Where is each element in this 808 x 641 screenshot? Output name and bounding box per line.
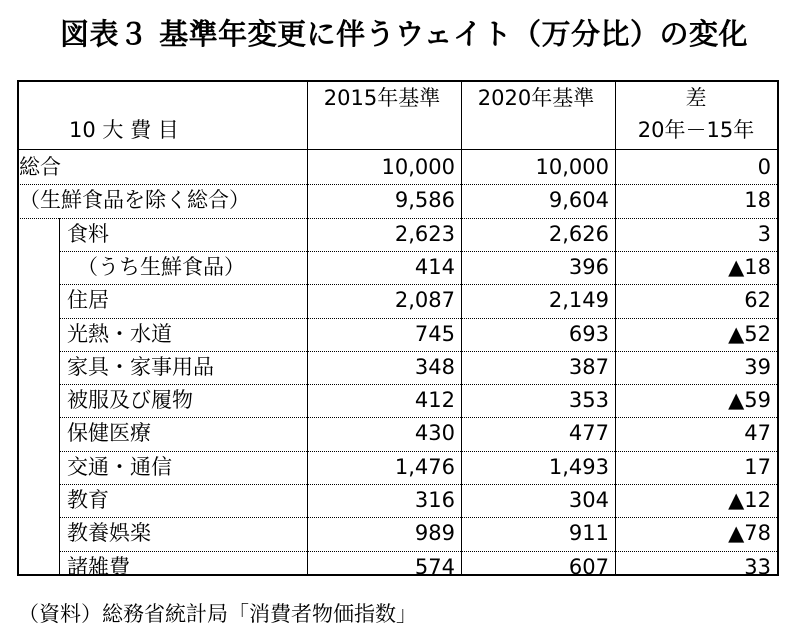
row-value-2015: 414 — [414, 254, 455, 279]
row-value-2020: 10,000 — [535, 155, 609, 179]
table-border-top — [17, 80, 777, 82]
row-value-diff: ▲59 — [728, 388, 771, 413]
row-value-diff: 18 — [744, 188, 771, 213]
row-value-2015: 745 — [414, 321, 455, 346]
row-value-2020: 304 — [568, 488, 609, 512]
row-separator — [59, 384, 777, 385]
row-value-diff: 47 — [744, 421, 771, 446]
row-value-2015: 412 — [414, 388, 455, 413]
row-value-2020: 607 — [568, 554, 609, 579]
row-separator — [59, 551, 777, 552]
row-value-2015: 1,476 — [394, 454, 455, 479]
row-label: 住居 — [67, 288, 109, 313]
row-separator — [59, 251, 777, 252]
row-label: （生鮮食品を除く総合） — [19, 188, 250, 213]
row-value-2015: 2,087 — [394, 288, 455, 313]
header-diff-top: 差 — [685, 86, 707, 110]
row-label: （うち生鮮食品） — [77, 254, 245, 279]
row-value-2020: 2,626 — [548, 221, 609, 246]
header-2015: 2015年基準 — [323, 86, 441, 110]
row-value-2020: 911 — [568, 521, 609, 546]
table-border-right — [777, 80, 779, 576]
row-label: 諸雑費 — [67, 554, 130, 579]
row-label: 光熱・水道 — [67, 321, 172, 346]
row-value-2015: 9,586 — [394, 188, 455, 213]
row-separator — [17, 184, 777, 185]
row-label: 保健医療 — [67, 421, 151, 446]
row-label: 家具・家事用品 — [67, 354, 214, 379]
row-separator — [59, 284, 777, 285]
row-separator — [59, 351, 777, 352]
row-value-2020: 2,149 — [548, 288, 609, 313]
row-value-2020: 387 — [568, 354, 609, 379]
row-separator — [59, 484, 777, 485]
row-value-diff: 33 — [744, 554, 771, 579]
col-divider — [307, 80, 308, 574]
row-separator — [59, 417, 777, 418]
row-value-diff: 39 — [744, 354, 771, 379]
row-label: 教育 — [67, 488, 109, 512]
header-category: 10 大 費 目 — [69, 118, 179, 142]
row-value-2015: 316 — [414, 488, 455, 512]
row-value-2015: 10,000 — [381, 155, 455, 179]
header-divider — [17, 149, 777, 150]
source-note: （資料）総務省統計局「消費者物価指数」 — [18, 602, 417, 626]
weight-table — [17, 80, 777, 579]
row-separator — [59, 517, 777, 518]
row-value-2015: 430 — [414, 421, 455, 446]
row-value-2015: 2,623 — [394, 221, 455, 246]
row-value-2020: 477 — [568, 421, 609, 446]
row-value-2020: 693 — [568, 321, 609, 346]
row-separator — [17, 218, 777, 219]
row-value-2015: 989 — [414, 521, 455, 546]
table-border-left — [17, 80, 19, 574]
row-value-2020: 353 — [568, 388, 609, 413]
row-value-2020: 9,604 — [548, 188, 609, 213]
row-value-diff: ▲18 — [728, 254, 771, 279]
header-2020: 2020年基準 — [477, 86, 595, 110]
row-label: 食料 — [67, 221, 109, 246]
row-value-diff: 17 — [744, 454, 771, 479]
row-label: 交通・通信 — [67, 454, 172, 479]
row-value-2020: 1,493 — [548, 454, 609, 479]
row-label: 教養娯楽 — [67, 521, 151, 546]
row-value-diff: ▲12 — [728, 488, 771, 512]
row-value-diff: ▲78 — [728, 521, 771, 546]
row-value-2020: 396 — [568, 254, 609, 279]
row-separator — [59, 451, 777, 452]
row-separator — [59, 318, 777, 319]
row-value-diff: ▲52 — [728, 321, 771, 346]
row-label: 被服及び履物 — [67, 388, 193, 413]
col-divider — [461, 80, 462, 574]
row-value-2015: 574 — [414, 554, 455, 579]
header-diff-bottom: 20年－15年 — [637, 118, 755, 142]
table-title: 図表３ 基準年変更に伴うウェイト（万分比）の変化 — [60, 17, 748, 51]
row-label: 総合 — [19, 155, 61, 179]
table-border-bottom — [17, 574, 777, 576]
row-value-diff: 3 — [757, 221, 771, 246]
indent-line — [59, 218, 60, 574]
col-divider — [615, 80, 616, 574]
row-value-diff: 0 — [757, 155, 771, 179]
row-value-2015: 348 — [414, 354, 455, 379]
row-value-diff: 62 — [744, 288, 771, 313]
